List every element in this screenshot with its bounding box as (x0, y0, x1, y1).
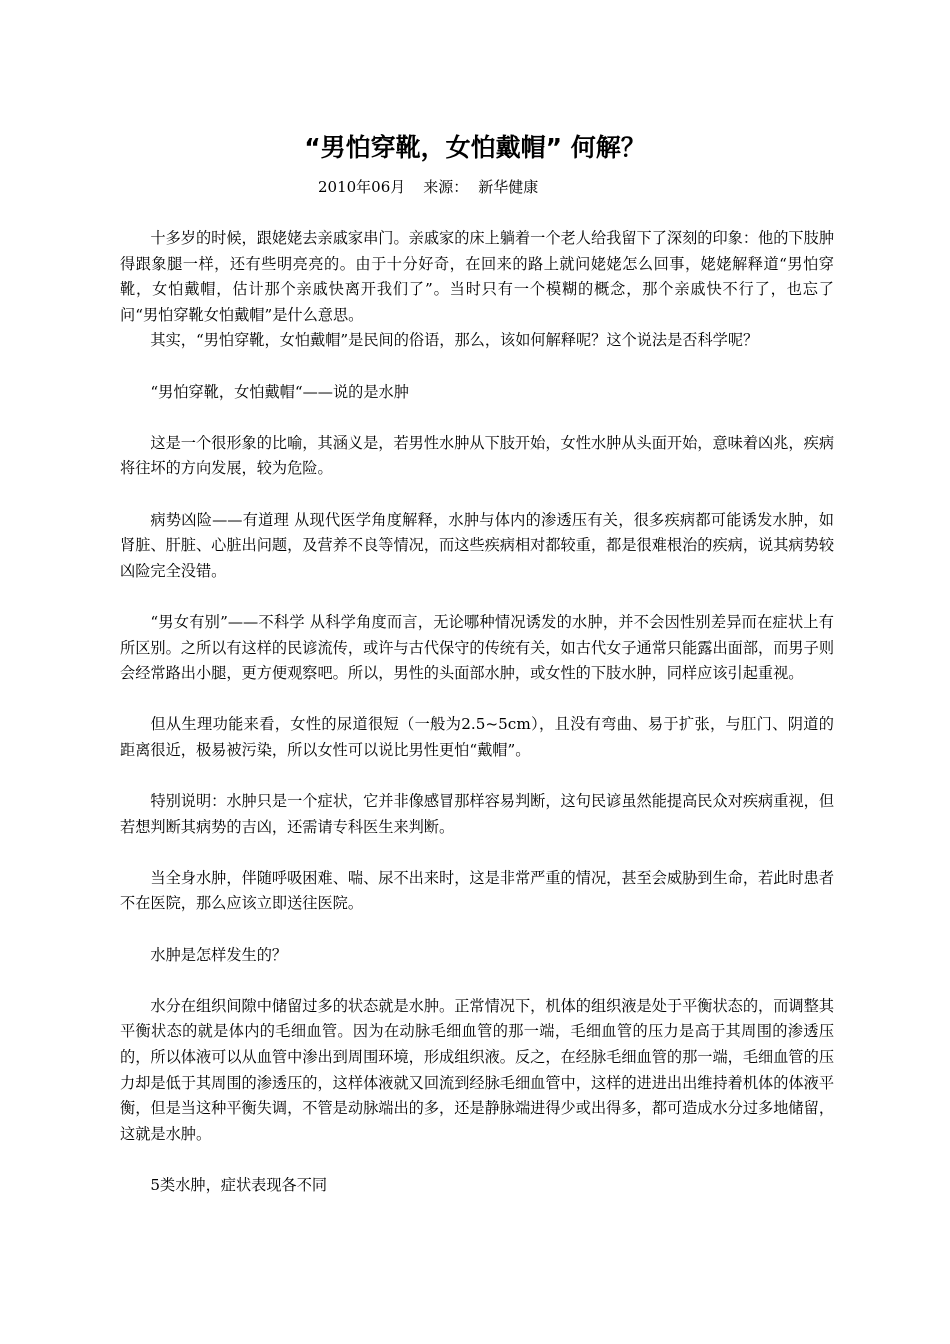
paragraph-special-note: 特别说明：水肿只是一个症状，它并非像感冒那样容易判断，这句民谚虽然能提高民众对疾病重视，但若想判断其病势的吉凶，还需请专科医生来判断。 (120, 792, 834, 836)
paragraph-question: 其实，“男怕穿靴，女怕戴帽”是民间的俗语，那么，该如何解释呢？这个说法是否科学呢？ (150, 331, 759, 350)
paragraph-emergency: 当全身水肿，伴随呼吸困难、喘、尿不出来时，这是非常严重的情况，甚至会威胁到生命，若此时患者不在医院，那么应该立即送往医院。 (120, 868, 834, 913)
paragraph-gender: “男女有别”——不科学 从科学角度而言，无论哪种情况诱发的水肿，并不会因性别差异而在症状上有所区别。之所以有这样的民谚流传，或许与古代保守的传统有关，如古代女子通常只能露出面部，而男子则会经常路出小腿，更方便观察吧。所以，男性的头面部水肿，或女性的下肢水肿，同样应该引起重视。 (120, 612, 834, 683)
section-heading-cause: 水肿是怎样发生的？ (150, 945, 288, 964)
paragraph-mechanism: 水分在组织间隙中储留过多的状态就是水肿。正常情况下，机体的组织液是处于平衡状态的，而调整其平衡状态的就是体内的毛细血管。因为在动脉毛细血管的那一端，毛细血管的压力是高于其周围的渗透压的，所以体液可以从血管中渗出到周围环境，形成组织液。反之，在经脉毛细血管的那一端，毛细血管的压力却是低于其周围的渗透压的，这样体液就又回流到经脉毛细血管中，这样的进进出出维持着机体的体液平衡，但是当这种平衡失调，不管是动脉端出的多，还是静脉端进得少或出得多，都可造成水分过多地储留，这就是水肿。 (120, 996, 834, 1143)
section-heading-types: 5类水肿，症状表现各不同 (150, 1175, 328, 1194)
publish-date: 2010年06月 (318, 178, 406, 196)
section-heading-edema: “男怕穿靴，女怕戴帽“——说的是水肿 (150, 382, 409, 401)
paragraph-physiology: 但从生理功能来看，女性的尿道很短（一般为2.5~5cm），且没有弯曲、易于扩张，与肛门、阴道的距离很近，极易被污染，所以女性可以说比男性更怕“戴帽”。 (120, 715, 834, 759)
article-body (120, 226, 834, 1199)
source-label: 来源： (423, 178, 469, 196)
document-title: “男怕穿靴，女怕戴帽” 何解？ (304, 133, 646, 162)
paragraph-danger: 病势凶险——有道理 从现代医学角度解释，水肿与体内的渗透压有关，很多疾病都可能诱发水肿，如肾脏、肝脏、心脏出问题，及营养不良等情况，而这些疾病相对都较重，都是很难根治的疾病，说其病势较凶险完全没错。 (120, 510, 834, 580)
document-meta (318, 176, 538, 198)
source-name: 新华健康 (478, 178, 539, 196)
paragraph-metaphor: 这是一个很形象的比喻，其涵义是，若男性水肿从下肢开始，女性水肿从头面开始，意味着凶兆，疾病将往坏的方向发展，较为危险。 (120, 433, 834, 478)
paragraph-intro: 十多岁的时候，跟姥姥去亲戚家串门。亲戚家的床上躺着一个老人给我留下了深刻的印象：他的下肢肿得跟象腿一样，还有些明亮亮的。由于十分好奇，在回来的路上就问姥姥怎么回事，姥姥解释道“男怕穿靴，女怕戴帽，估计那个亲戚快离开我们了”。当时只有一个模糊的概念，那个亲戚快不行了，也忘了问“男怕穿靴女怕戴帽”是什么意思。 (120, 229, 834, 324)
